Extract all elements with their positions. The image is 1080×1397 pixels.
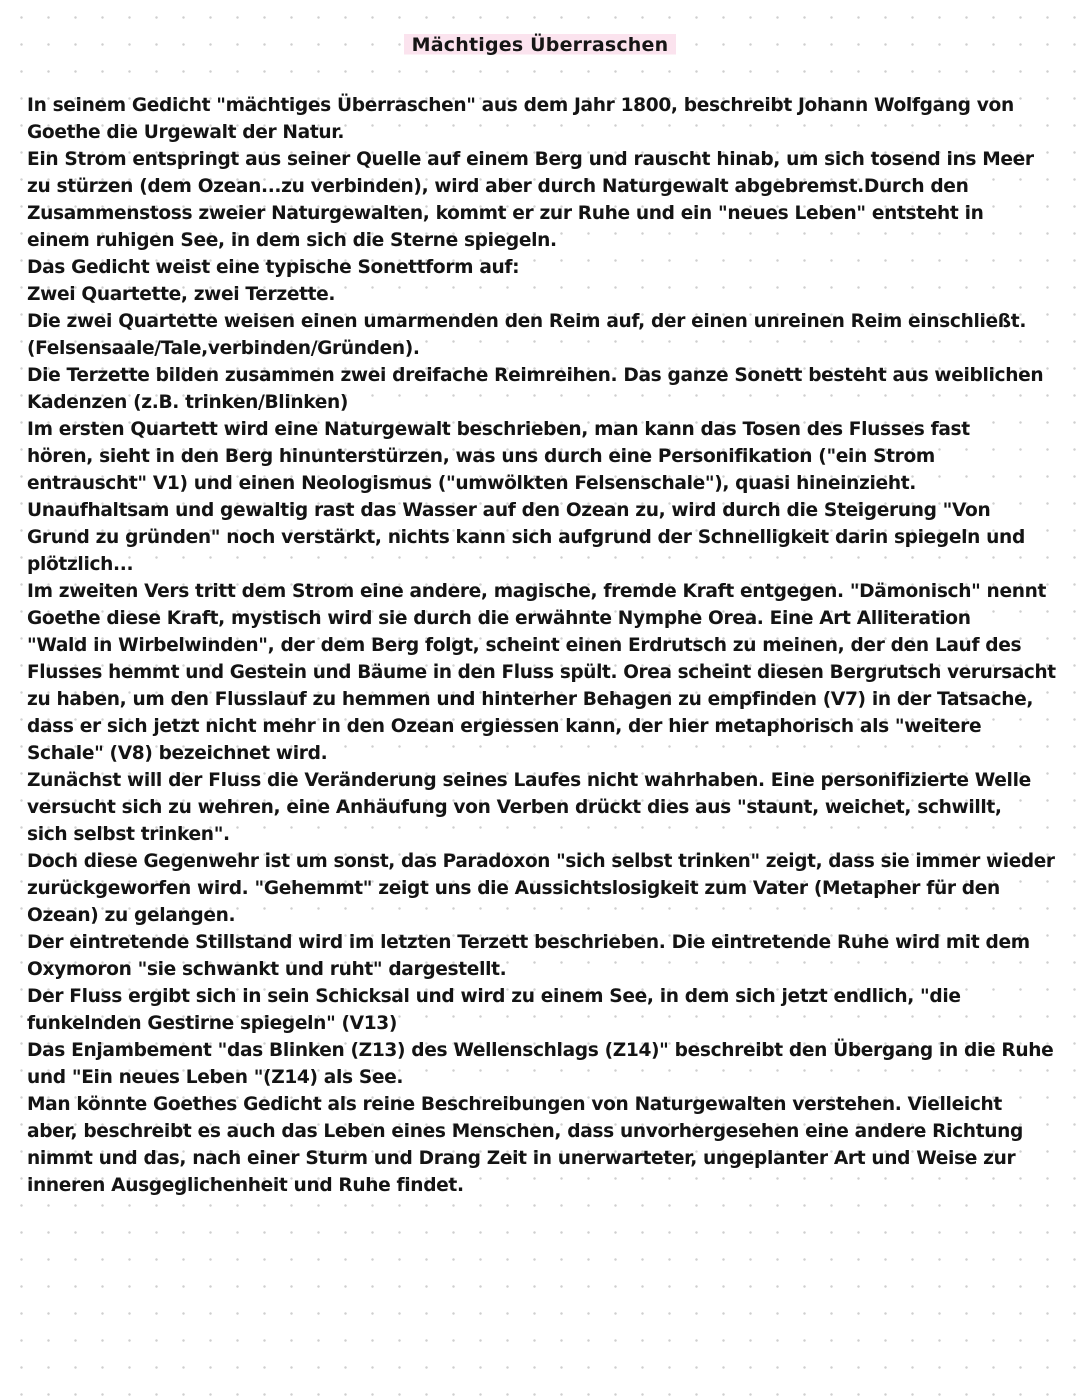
text-line: Flusses hemmt und Gestein und Bäume in den Fluss spült. Orea scheint diesen Bergrutsch verursacht: [27, 662, 1056, 683]
text-line: sich selbst trinken".: [27, 824, 230, 845]
text-line: Das Gedicht weist eine typische Sonettform auf:: [27, 257, 520, 278]
text-line: Doch diese Gegenwehr ist um sonst, das Paradoxon "sich selbst trinken" zeigt, dass sie immer wieder: [27, 851, 1055, 872]
text-line: Goethe die Urgewalt der Natur.: [27, 122, 345, 143]
text-line: zurückgeworfen wird. "Gehemmt" zeigt uns die Aussichtslosigkeit zum Vater (Metapher für den: [27, 878, 1000, 899]
text-line: (Felsensaale/Tale,verbinden/Gründen).: [27, 338, 420, 359]
text-line: versucht sich zu wehren, eine Anhäufung von Verben drückt dies aus "staunt, weichet, schwillt,: [27, 797, 1002, 818]
text-line: Oxymoron "sie schwankt und ruht" dargestellt.: [27, 959, 507, 980]
title-container: [0, 28, 1080, 62]
text-line: In seinem Gedicht "mächtiges Überraschen" aus dem Jahr 1800, beschreibt Johann Wolfgang von: [27, 95, 1014, 116]
text-line: nimmt und das, nach einer Sturm und Drang Zeit in unerwarteter, ungeplanter Art und Weise zur: [27, 1148, 1016, 1169]
text-line: hören, sieht in den Berg hinunterstürzen, was uns durch eine Personifikation ("ein Strom: [27, 446, 935, 467]
text-line: dass er sich jetzt nicht mehr in den Ozean ergiessen kann, der hier metaphorisch als "weitere: [27, 716, 982, 737]
text-line: Goethe diese Kraft, mystisch wird sie durch die erwähnte Nymphe Orea. Eine Art Alliteration: [27, 608, 971, 629]
text-line: Kadenzen (z.B. trinken/Blinken): [27, 392, 349, 413]
text-line: Der eintretende Stillstand wird im letzten Terzett beschrieben. Die eintretende Ruhe wird mit dem: [27, 932, 1030, 953]
text-line: aber, beschreibt es auch das Leben eines Menschen, dass unvorhergesehen eine andere Richtung: [27, 1121, 1023, 1142]
text-line: und "Ein neues Leben "(Z14) als See.: [27, 1067, 404, 1088]
text-line: Zusammenstoss zweier Naturgewalten, kommt er zur Ruhe und ein "neues Leben" entsteht in: [27, 203, 984, 224]
text-line: zu stürzen (dem Ozean...zu verbinden), wird aber durch Naturgewalt abgebremst.Durch den: [27, 176, 969, 197]
text-line: Ozean) zu gelangen.: [27, 905, 236, 926]
text-line: Ein Strom entspringt aus seiner Quelle auf einem Berg und rauscht hinab, um sich tosend ins Meer: [27, 149, 1034, 170]
text-line: plötzlich...: [27, 554, 134, 575]
text-line: entrauscht" V1) und einen Neologismus ("umwölkten Felsenschale"), quasi hineinzieht.: [27, 473, 916, 494]
text-line: Der Fluss ergibt sich in sein Schicksal und wird zu einem See, in dem sich jetzt endlich, "die: [27, 986, 961, 1007]
text-line: inneren Ausgeglichenheit und Ruhe findet.: [27, 1175, 464, 1196]
text-line: Man könnte Goethes Gedicht als reine Beschreibungen von Naturgewalten verstehen. Vielleicht: [27, 1094, 1002, 1115]
text-line: Schale" (V8) bezeichnet wird.: [27, 743, 328, 764]
text-line: einem ruhigen See, in dem sich die Sterne spiegeln.: [27, 230, 557, 251]
text-line: zu haben, um den Flusslauf zu hemmen und hinterher Behagen zu empfinden (V7) in der Tatsache,: [27, 689, 1034, 710]
essay-body: [27, 92, 1057, 1199]
text-line: Zwei Quartette, zwei Terzette.: [27, 284, 336, 305]
text-line: funkelnden Gestirne spiegeln" (V13): [27, 1013, 398, 1034]
text-line: Die zwei Quartette weisen einen umarmenden den Reim auf, der einen unreinen Reim einschließt.: [27, 311, 1027, 332]
text-line: Unaufhaltsam und gewaltig rast das Wasser auf den Ozean zu, wird durch die Steigerung "Von: [27, 500, 991, 521]
text-line: Das Enjambement "das Blinken (Z13) des Wellenschlags (Z14)" beschreibt den Übergang in die Ruhe: [27, 1040, 1054, 1061]
text-line: Im ersten Quartett wird eine Naturgewalt beschrieben, man kann das Tosen des Flusses fast: [27, 419, 970, 440]
text-line: Im zweiten Vers tritt dem Strom eine andere, magische, fremde Kraft entgegen. "Dämonisch" nennt: [27, 581, 1047, 602]
text-line: Zunächst will der Fluss die Veränderung seines Laufes nicht wahrhaben. Eine personifizierte Welle: [27, 770, 1031, 791]
text-line: Grund zu gründen" noch verstärkt, nichts kann sich aufgrund der Schnelligkeit darin spiegeln und: [27, 527, 1025, 548]
text-line: Die Terzette bilden zusammen zwei dreifache Reimreihen. Das ganze Sonett besteht aus weiblichen: [27, 365, 1044, 386]
text-line: "Wald in Wirbelwinden", der dem Berg folgt, scheint einen Erdrutsch zu meinen, der den Lauf des: [27, 635, 1022, 656]
page-title: Mächtiges Überraschen: [404, 28, 677, 62]
